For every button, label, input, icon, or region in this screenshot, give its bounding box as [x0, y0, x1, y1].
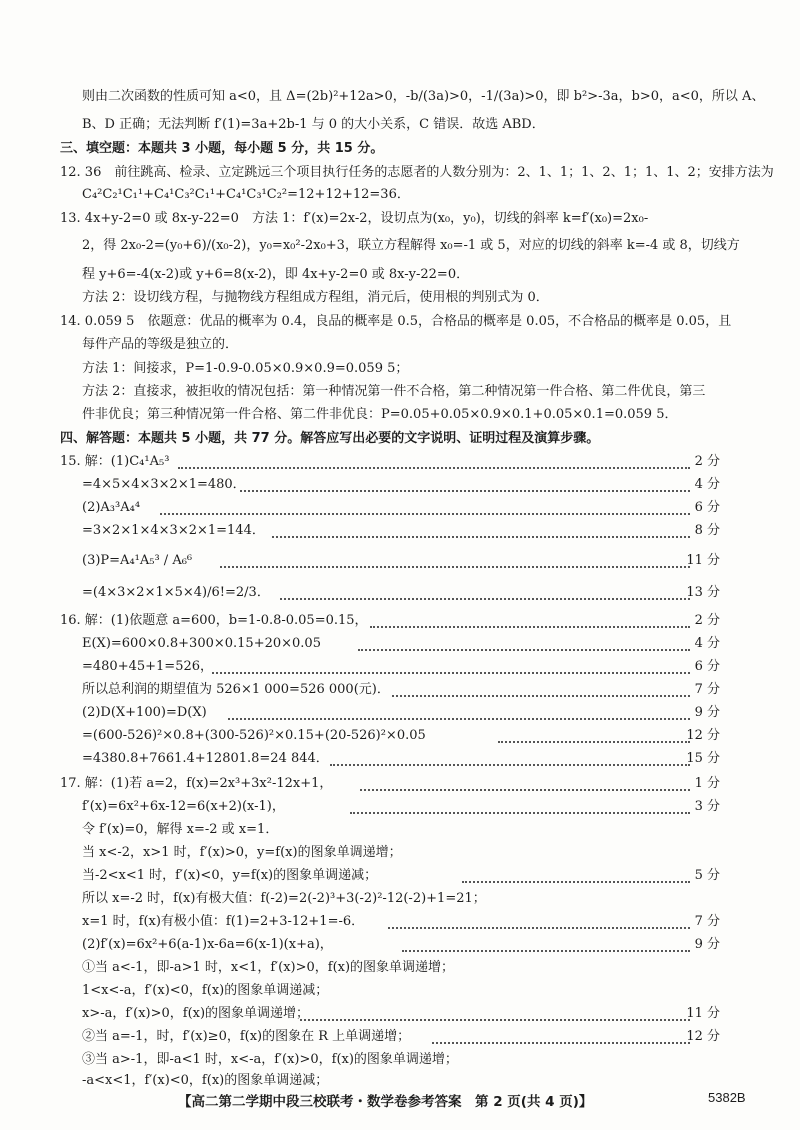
- text-line: f′(x)=6x²+6x-12=6(x+2)(x-1)，: [82, 799, 285, 814]
- section-heading-fill-in: 三、填空题：本题共 3 小题，每小题 5 分，共 15 分。: [60, 141, 384, 156]
- leader-dots: [402, 950, 690, 952]
- text-line: 则由二次函数的性质可知 a<0，且 Δ=(2b)²+12a>0，-b/(3a)>0，-1/(3a)>0，即 b²>-3a，b>0，a<0，所以 A、: [82, 89, 765, 104]
- leader-dots: [160, 513, 690, 515]
- text-line: =480+45+1=526，: [82, 659, 214, 674]
- text-line: =(4×3×2×1×5×4)/6!=2/3．: [82, 585, 270, 600]
- document-code: 5382B: [708, 1090, 746, 1105]
- text-line: -a<x<1，f′(x)<0，f(x)的图象单调递减；: [82, 1073, 329, 1088]
- text-line: =3×2×1×4×3×2×1=144．: [82, 523, 265, 538]
- leader-dots: [178, 467, 690, 469]
- leader-dots: [358, 649, 690, 651]
- text-line: =4×5×4×3×2×1=480．: [82, 477, 246, 492]
- leader-dots: [392, 695, 690, 697]
- text-line: x>-a，f′(x)>0，f(x)的图象单调递增；: [82, 1006, 310, 1021]
- text-line: 当 x<-2，x>1 时，f′(x)>0，y=f(x)的图象单调递增；: [82, 845, 402, 860]
- leader-dots: [280, 598, 690, 600]
- text-line: E(X)=600×0.8+300×0.15+20×0.05: [82, 636, 321, 651]
- text-line: (2)D(X+100)=D(X): [82, 705, 207, 720]
- text-line: 17. 解：(1)若 a=2，f(x)=2x³+3x²-12x+1，: [60, 776, 333, 791]
- text-line: x=1 时，f(x)有极小值：f(1)=2+3-12+1=-6．: [82, 914, 365, 929]
- score-mark: 8 分: [694, 523, 720, 538]
- text-line: 件非优良；第三种情况第一件合格、第二件非优良：P=0.05+0.05×0.9×0.1+0.05×0.1=0.059 5．: [82, 407, 678, 422]
- text-line: 2，得 2x₀-2=(y₀+6)/(x₀-2)，y₀=x₀²-2x₀+3，联立方程解得 x₀=-1 或 5，对应的切线的斜率 k=-4 或 8，切线方: [82, 238, 740, 253]
- text-line: 所以 x=-2 时，f(x)有极大值：f(-2)=2(-2)³+3(-2)²-12(-2)+1=21；: [82, 891, 486, 906]
- text-line: (2)f′(x)=6x²+6(a-1)x-6a=6(x-1)(x+a)，: [82, 937, 333, 952]
- text-line: 方法 2：设切线方程，与抛物线方程组成方程组，消元后，使用根的判别式为 0．: [82, 290, 549, 305]
- text-line: 当-2<x<1 时，f′(x)<0，y=f(x)的图象单调递减；: [82, 868, 378, 883]
- text-line: 方法 1：间接求，P=1-0.9-0.05×0.9×0.9=0.059 5；: [82, 361, 409, 376]
- score-mark: 11 分: [686, 1006, 720, 1021]
- text-line: 12. 36 前往跳高、检录、立定跳远三个项目执行任务的志愿者的人数分别为：2、1、1；1、2、1；1、1、2；安排方法为: [60, 165, 774, 180]
- score-mark: 3 分: [694, 799, 720, 814]
- text-line: 令 f′(x)=0，解得 x=-2 或 x=1．: [82, 822, 279, 837]
- leader-dots: [330, 764, 690, 766]
- text-line: (2)A₃³A₄⁴: [82, 500, 141, 515]
- leader-dots: [432, 1042, 690, 1044]
- score-mark: 9 分: [694, 705, 720, 720]
- score-mark: 5 分: [694, 868, 720, 883]
- leader-dots: [212, 672, 690, 674]
- text-line: 13. 4x+y-2=0 或 8x-y-22=0 方法 1：f′(x)=2x-2，设切点为(x₀，y₀)，切线的斜率 k=f′(x₀)=2x₀-: [60, 211, 649, 226]
- section-heading-solutions: 四、解答题：本题共 5 小题，共 77 分。解答应写出必要的文字说明、证明过程及演算步骤。: [60, 431, 600, 446]
- leader-dots: [388, 927, 690, 929]
- score-mark: 6 分: [694, 500, 720, 515]
- leader-dots: [300, 1019, 690, 1021]
- score-mark: 2 分: [694, 613, 720, 628]
- score-mark: 2 分: [694, 454, 720, 469]
- leader-dots: [228, 718, 690, 720]
- leader-dots: [498, 741, 690, 743]
- text-line: (3)P=A₄¹A₅³ / A₆⁶: [82, 553, 193, 568]
- score-mark: 11 分: [686, 553, 720, 568]
- page-footer: 【高二第二学期中段三校联考・数学卷参考答案 第 2 页(共 4 页)】: [178, 1094, 593, 1110]
- leader-dots: [462, 881, 690, 883]
- score-mark: 12 分: [686, 728, 720, 743]
- text-line: 16. 解：(1)依题意 a=600，b=1-0.8-0.05=0.15，: [60, 613, 368, 628]
- leader-dots: [350, 812, 690, 814]
- score-mark: 6 分: [694, 659, 720, 674]
- leader-dots: [240, 490, 690, 492]
- text-line: B、D 正确；无法判断 f′(1)=3a+2b-1 与 0 的大小关系，C 错误．故选 ABD．: [82, 117, 545, 132]
- score-mark: 9 分: [694, 937, 720, 952]
- leader-dots: [220, 566, 690, 568]
- text-line: 1<x<-a，f′(x)<0，f(x)的图象单调递减；: [82, 983, 329, 998]
- score-mark: 4 分: [694, 636, 720, 651]
- text-line: =4380.8+7661.4+12801.8=24 844．: [82, 751, 329, 766]
- score-mark: 4 分: [694, 477, 720, 492]
- text-line: 方法 2：直接求，被拒收的情况包括：第一种情况第一件不合格，第二种情况第一件合格、第二件优良，第三: [82, 384, 706, 399]
- text-line: 14. 0.059 5 依题意：优品的概率为 0.4，良品的概率是 0.5，合格品的概率是 0.05，不合格品的概率是 0.05，且: [60, 314, 732, 329]
- text-line: ③当 a>-1，即-a<1 时，x<-a，f′(x)>0，f(x)的图象单调递增；: [82, 1052, 458, 1067]
- leader-dots: [272, 536, 690, 538]
- text-line: =(600-526)²×0.8+(300-526)²×0.15+(20-526)²×0.05: [82, 728, 426, 743]
- text-line: 每件产品的等级是独立的．: [82, 337, 239, 352]
- text-line: ①当 a<-1，即-a>1 时，x<1，f′(x)>0，f(x)的图象单调递增；: [82, 960, 455, 975]
- text-line: 15. 解：(1)C₄¹A₅³: [60, 454, 170, 469]
- score-mark: 7 分: [694, 914, 720, 929]
- leader-dots: [360, 789, 690, 791]
- score-mark: 7 分: [694, 682, 720, 697]
- score-mark: 13 分: [686, 585, 720, 600]
- score-mark: 15 分: [686, 751, 720, 766]
- text-line: C₄²C₂¹C₁¹+C₄¹C₃²C₁¹+C₄¹C₃¹C₂²=12+12+12=36．: [82, 187, 410, 202]
- text-line: 程 y+6=-4(x-2)或 y+6=8(x-2)，即 4x+y-2=0 或 8x-y-22=0．: [82, 267, 470, 282]
- text-line: 所以总利润的期望值为 526×1 000=526 000(元)．: [82, 682, 390, 697]
- score-mark: 1 分: [694, 776, 720, 791]
- text-line: ②当 a=-1，时，f′(x)≥0，f(x)的图象在 R 上单调递增；: [82, 1029, 411, 1044]
- leader-dots: [370, 626, 690, 628]
- score-mark: 12 分: [686, 1029, 720, 1044]
